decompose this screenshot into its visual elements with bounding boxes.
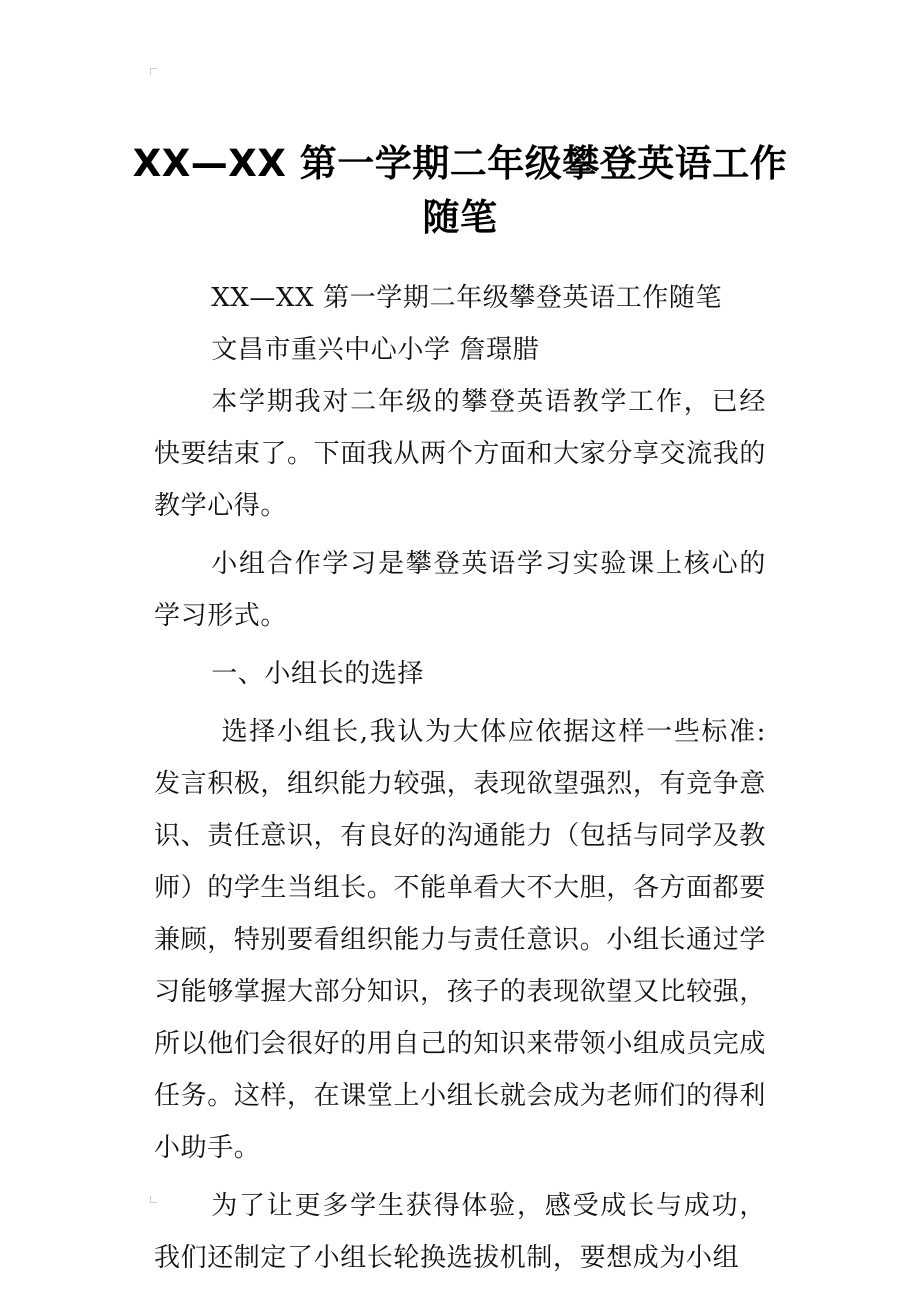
intro-paragraph: 本学期我对二年级的攀登英语教学工作，已经快要结束了。下面我从两个方面和大家分享交流我的教学心得。 — [154, 387, 766, 521]
document-body — [154, 272, 766, 1284]
crop-mark-top — [150, 68, 157, 75]
author-line: 文昌市重兴中心小学 詹璟腊 — [211, 335, 540, 365]
document-title — [120, 137, 800, 245]
leader-selection-paragraph: 选择小组长,我认为大体应依据这样一些标准:发言积极，组织能力较强，表现欲望强烈，有竞争意识、责任意识，有良好的沟通能力（包括与同学及教师）的学生当组长。不能单看大不大胆，各方面都要兼顾，特别要看组织能力与责任意识。小组长通过学习能够掌握大部分知识，孩子的表现欲望又比较强，所以他们会很好的用自己的知识来带领小组成员完成任务。这样，在课堂上小组长就会成为老师们的得利小助手。 — [154, 717, 766, 1163]
group-learning-paragraph: 小组合作学习是攀登英语学习实验课上核心的学习形式。 — [154, 549, 766, 631]
title-line-1: XX—XX 第一学期二年级攀登英语工作 — [132, 141, 788, 185]
subtitle-paragraph: XX—XX 第一学期二年级攀登英语工作随笔 — [211, 283, 723, 313]
rotation-paragraph: 为了让更多学生获得体验，感受成长与成功，我们还制定了小组长轮换选拔机制，要想成为小组 — [154, 1191, 766, 1273]
section-heading: 一、小组长的选择 — [211, 659, 424, 689]
title-line-2: 随笔 — [422, 195, 498, 239]
